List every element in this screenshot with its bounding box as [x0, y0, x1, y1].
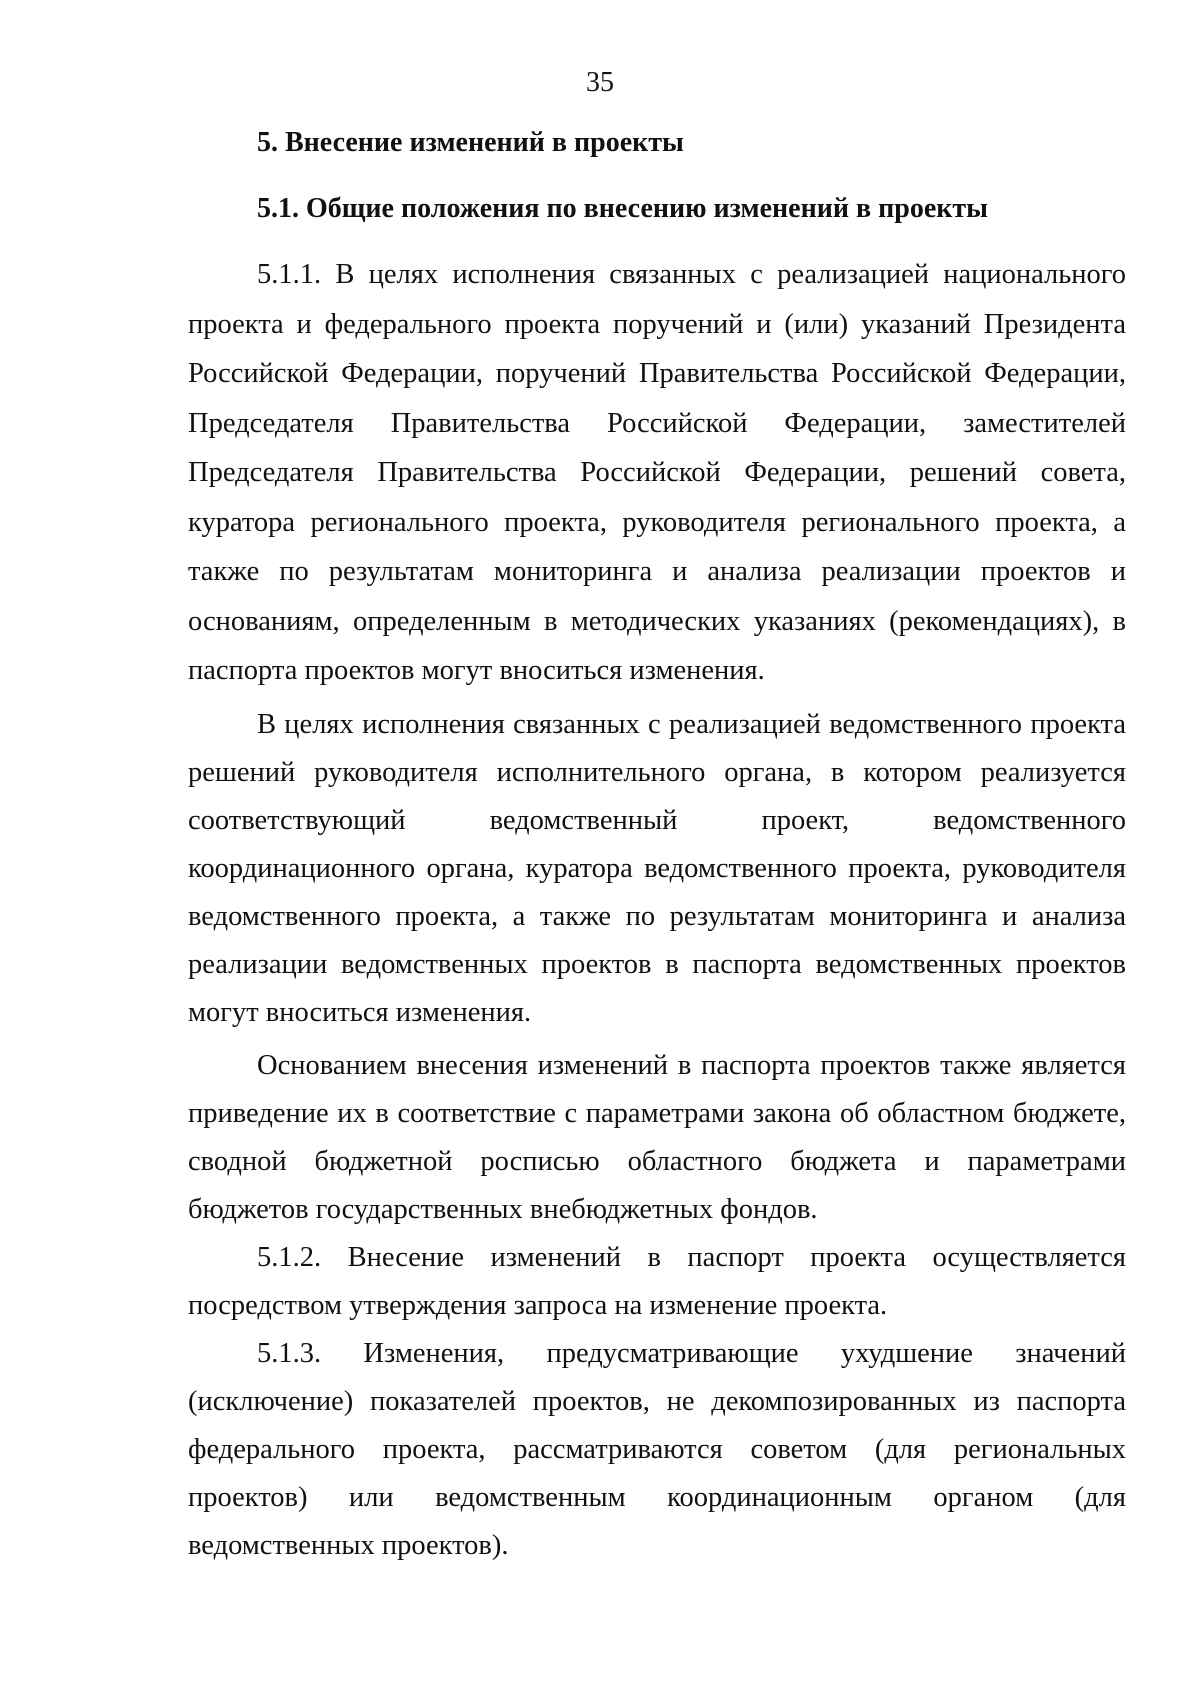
body-text: [188, 250, 1126, 1570]
paragraph-budget-basis: Основанием внесения изменений в паспорта проектов также является приведение их в соответствие с параметрами закона об областном бюджете, сводной бюджетной росписью областного бюджета и параметрами бюджетов государственных внебюджетных фондов.: [188, 1049, 1126, 1225]
subsection-heading: 5.1. Общие положения по внесению изменений в проекты: [257, 193, 988, 224]
paragraph-5-1-3: 5.1.3. Изменения, предусматривающие ухудшение значений (исключение) показателей проектов, не декомпозированных из паспорта федерального проекта, рассматриваются советом (для региональных проектов) или ведомственным координационным органом (для ведомственных проектов).: [188, 1337, 1126, 1561]
paragraph-departmental-projects: В целях исполнения связанных с реализацией ведомственного проекта решений руководителя исполнительного органа, в котором реализуется соответствующий ведомственный проект, ведомственного координационного органа, куратора ведомственного проекта, руководителя ведомственного проекта, а также по результатам мониторинга и анализа реализации ведомственных проектов в паспорта ведомственных проектов могут вноситься изменения.: [188, 708, 1126, 1028]
page-number: 35: [586, 67, 614, 98]
section-heading: 5. Внесение изменений в проекты: [257, 127, 684, 158]
paragraph-5-1-2: 5.1.2. Внесение изменений в паспорт проекта осуществляется посредством утверждения запроса на изменение проекта.: [188, 1241, 1126, 1321]
paragraph-5-1-1: 5.1.1. В целях исполнения связанных с реализацией национального проекта и федерального проекта поручений и (или) указаний Президента Российской Федерации, поручений Правительства Российской Федерации, Председателя Правительства Российской Федерации, заместителей Председателя Правительства Российской Федерации, решений совета, куратора регионального проекта, руководителя регионального проекта, а также по результатам мониторинга и анализа реализации проектов и основаниям, определенным в методических указаниях (рекомендациях), в паспорта проектов могут вноситься изменения.: [188, 259, 1126, 686]
